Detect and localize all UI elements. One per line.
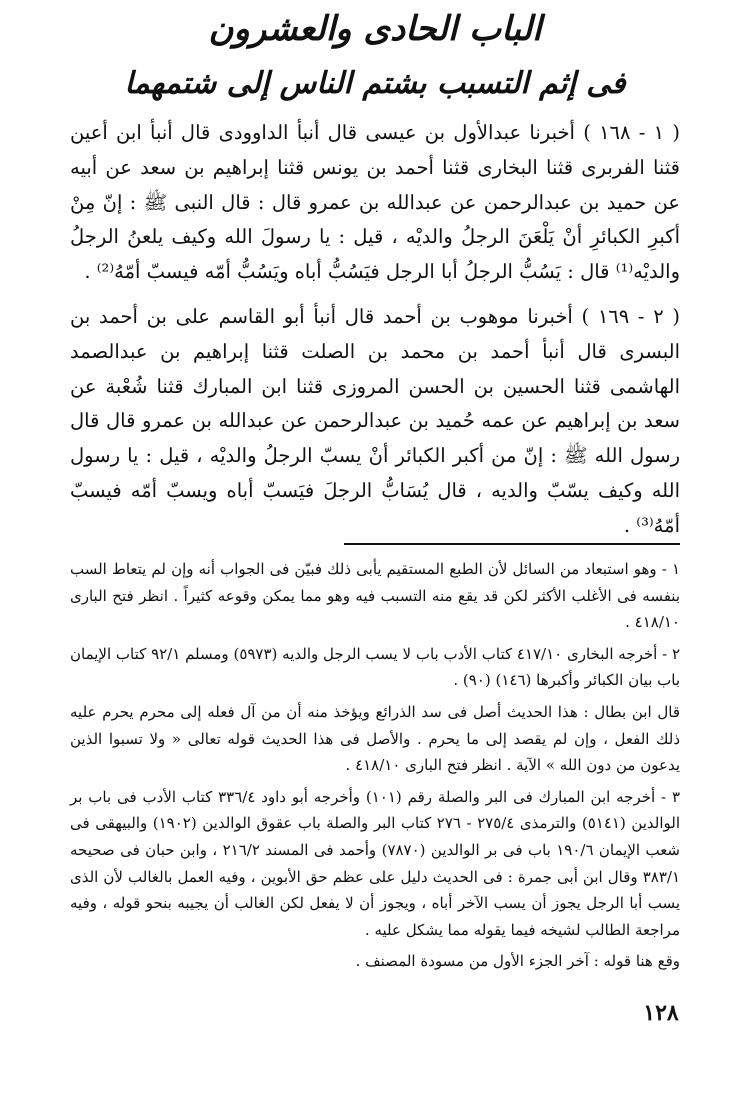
footnote: ٢ - أخرجه البخارى ٤١٧/١٠ كتاب الأدب باب لا يسب الرجل والديه (٥٩٧٣) ومسلم ٩٢/١ كتاب الإيمان باب بيان الكبائر وأكبرها (١٤٦) (٩٠) .	[70, 644, 680, 690]
hadith-text: أخبرنا موهوب بن أحمد قال أنبأ أبو القاسم على بن أحمد بن البسرى قال أنبأ أحمد بن محمد بن الصلت قثنا إبراهيم بن عبدالصمد الهاشمى قثنا الحسين بن الحسن المروزى قثنا ابن المبارك قثنا شُعْبة عن سعد بن إبراهيم عن عمه حُميد بن عبدالرحمن عن عبدالله بن عمرو قال قال رسول الله ﷺ : إنّ من أكبر الكبائر أنْ يسبّ الرجلُ والديْه ، قيل : يا رسول الله وكيف يسّبّ والديه ، قال يُسَابُّ الرجلَ فيَسبّ أباه ويسبّ أمّه فيسبّ أمّهُ⁽³⁾ .	[70, 304, 680, 537]
footnote: وقع هنا قوله : آخر الجزء الأول من مسودة المصنف .	[355, 952, 680, 971]
footnote-separator	[344, 543, 680, 545]
page-number: ١٢٨	[643, 1000, 679, 1026]
chapter-subtitle: فى إثم التسبب بشتم الناس إلى شتمهما	[124, 66, 626, 101]
hadith-number: ( ٢ - ١٦٩ )	[581, 304, 680, 328]
hadith-paragraph	[70, 116, 680, 290]
footnote: ٣ - أخرجه ابن المبارك فى البر والصلة رقم (١٠١) وأخرجه أبو داود ٣٣٦/٤ كتاب الأدب فى باب بر الوالدين (٥١٤١) والترمذى ٢٧٥/٤ - ٢٧٦ كتاب البر والصلة باب عقوق الوالدين (١٩٠٢) والبيهقى فى شعب الإيمان ١٩٠/٦ باب فى بر الوالدين (٧٨٧٠) وأحمد فى المسند ٢١٦/٢ ، وابن حبان فى صحيحه ٣٨٣/١ وقال ابن أبى جمرة : فى الحديث دليل على عظم حق الأبوين ، وفيه العمل بالغالب لأن الذى يسب أبا الرجل يجوز أن يسب الآخر أباه ، ويجوز أن لا يفعل لكن الغالب أن يجيبه بنحو قوله ، وفيه مراجعة الطالب لشيخه فيما يقوله مما يشكل عليه .	[70, 787, 681, 939]
footnote: قال ابن بطال : هذا الحديث أصل فى سد الذرائع ويؤخذ منه أن من آل فعله إلى محرم يحرم عليه ذلك الفعل ، وإن لم يقصد إلى ما يحرم . والأصل فى هذا الحديث قوله تعالى « ولا تسبوا الذين يدعون من دون الله » الآية . انظر فتح البارى ٤١٨/١٠ .	[70, 702, 680, 775]
hadith-paragraph	[70, 300, 680, 544]
main-text	[70, 116, 680, 554]
footnotes	[70, 556, 680, 980]
chapter-title: الباب الحادى والعشرون	[208, 9, 542, 49]
footnote: ١ - وهو استبعاد من السائل لأن الطبع المستقيم يأبى ذلك فبيّن فى الجواب أنه وإن لم يتعاط السب بنفسه فى الأغلب الأكثر لكن قد يقع منه التسبب فيه وهو مما يمكن وقوعه كثيراً . انظر فتح البارى ٤١٨/١٠ .	[70, 560, 680, 632]
hadith-text: أخبرنا عبدالأول بن عيسى قال أنبأ الداوودى قال أنبأ ابن أعين قثنا الفربرى قثنا البخارى قثنا أحمد بن يونس قثنا إبراهيم بن سعد عن أبيه عن حميد بن عبدالرحمن عن عبدالله بن عمرو قال : قال النبى ﷺ : إنّ مِنْ أكبرِ الكبائرِ أنْ يَلْعَنَ الرجلُ والديْه ، قيل : يا رسولَ الله وكيف يلعنُ الرجلُ والديْه⁽¹⁾ قال : يَسُبُّ الرجلُ أبا الرجل فيَسُبُّ أباه ويَسُبُّ أمّه فيسبّ أمّهُ⁽²⁾ .	[70, 121, 680, 284]
hadith-number: ( ١ - ١٦٨ )	[583, 121, 680, 144]
